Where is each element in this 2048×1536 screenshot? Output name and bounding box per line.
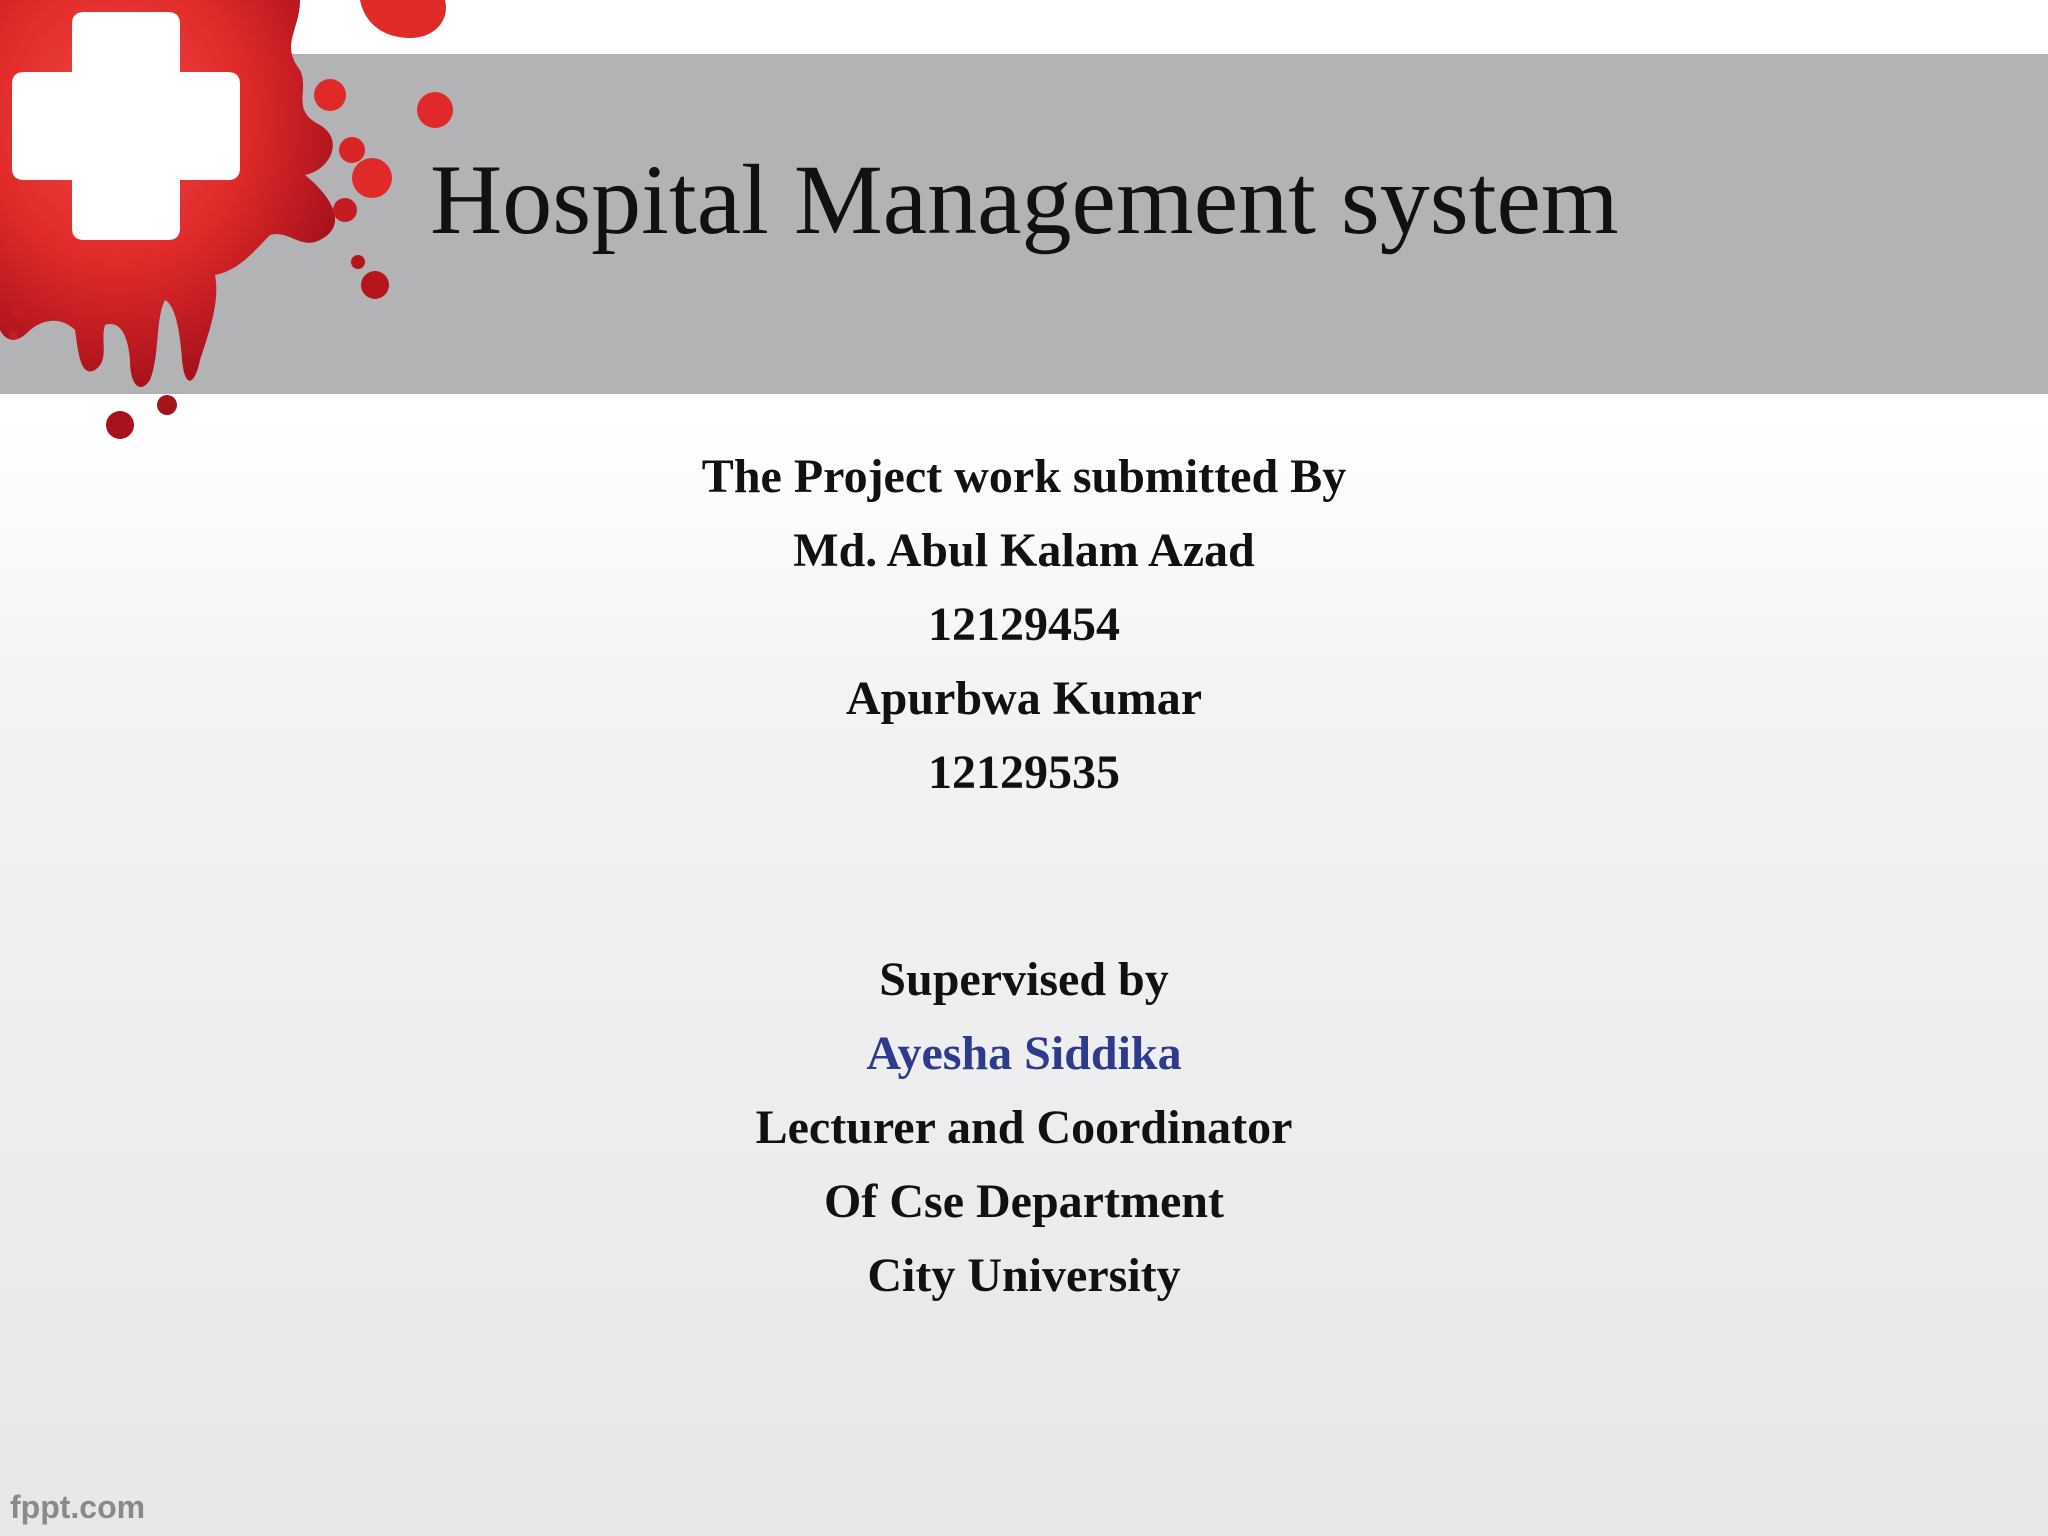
medical-cross-splash-icon: [0, 0, 460, 460]
supervisor-department: Of Cse Department: [824, 1175, 1224, 1228]
slide-title: Hospital Management system: [430, 144, 1619, 255]
supervisor-heading: Supervised by: [879, 953, 1169, 1006]
author-id: 12129535: [928, 746, 1120, 799]
authors-heading: The Project work submitted By: [701, 450, 1347, 503]
supervisor-block: [0, 943, 2048, 1313]
author-name: Apurbwa Kumar: [845, 672, 1203, 725]
supervisor-university: City University: [867, 1249, 1181, 1302]
author-id: 12129454: [928, 598, 1120, 651]
supervisor-name: Ayesha Siddika: [866, 1027, 1182, 1080]
author-name: Md. Abul Kalam Azad: [793, 524, 1255, 577]
supervisor-designation: Lecturer and Coordinator: [755, 1101, 1293, 1154]
authors-block: [0, 440, 2048, 810]
watermark: fppt.com: [10, 1489, 146, 1525]
